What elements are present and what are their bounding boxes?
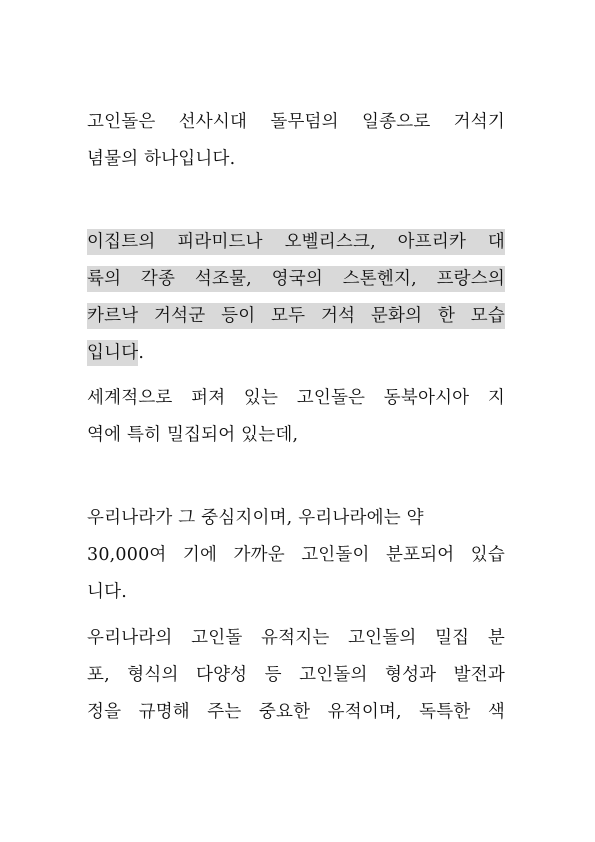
text-line: 우리나라의 고인돌 유적지는 고인돌의 밀집 분 xyxy=(87,628,505,648)
text-line xyxy=(87,335,505,372)
text-line: 니다. xyxy=(87,582,127,602)
text-line: 정을 규명해 주는 중요한 유적이며, 독특한 색 xyxy=(87,702,505,722)
period-text: . xyxy=(138,343,145,363)
paragraph-highlighted xyxy=(87,224,505,372)
paragraph-distribution xyxy=(87,380,505,454)
highlighted-line xyxy=(87,298,505,335)
highlighted-line xyxy=(87,261,505,298)
highlight-span: 카르낙 거석군 등이 모두 거석 문화의 한 모습 xyxy=(87,303,505,329)
highlight-span: 입니다 xyxy=(87,340,138,366)
text-line: 포, 형식의 다양성 등 고인돌의 형성과 발전과 xyxy=(87,665,505,685)
text-line: 역에 특히 밀집되어 있는데, xyxy=(87,425,299,445)
highlighted-line xyxy=(87,224,505,261)
text-line: 30,000여 기에 가까운 고인돌이 분포되어 있습 xyxy=(87,545,505,565)
text-line: 고인돌은 선사시대 돌무덤의 일종으로 거석기 xyxy=(87,112,505,132)
paragraph-korea-center xyxy=(87,500,505,611)
highlight-span: 이집트의 피라미드나 오벨리스크, 아프리카 대 xyxy=(87,229,505,255)
text-line: 념물의 하나입니다. xyxy=(87,149,236,169)
highlight-span: 륙의 각종 석조물, 영국의 스톤헨지, 프랑스의 xyxy=(87,266,505,292)
text-line: 우리나라가 그 중심지이며, 우리나라에는 약 xyxy=(87,508,424,528)
paragraph-intro xyxy=(87,104,505,178)
text-line: 세계적으로 퍼져 있는 고인돌은 동북아시아 지 xyxy=(87,388,505,408)
paragraph-sites xyxy=(87,620,505,731)
